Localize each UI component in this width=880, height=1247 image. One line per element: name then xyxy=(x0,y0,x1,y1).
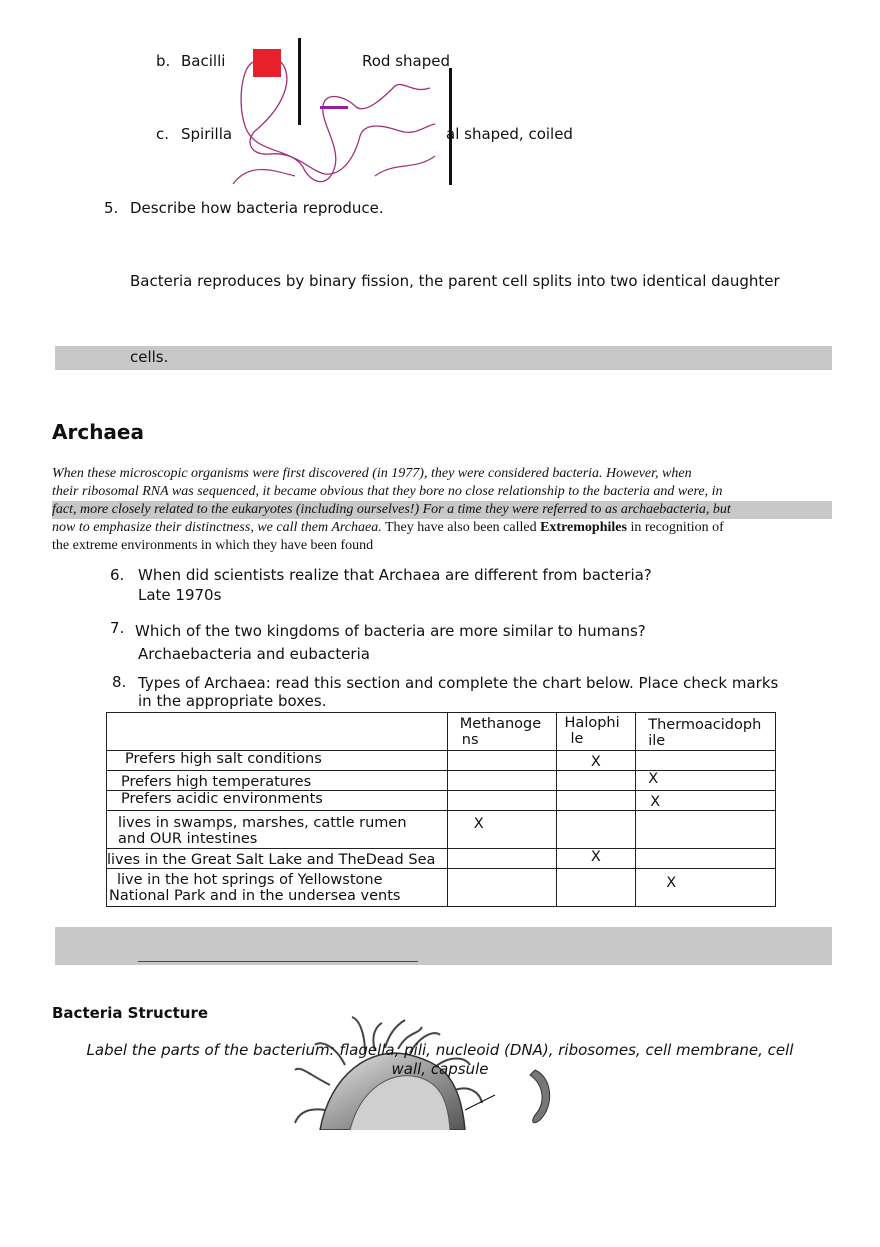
item-c-description: al shaped, coiled xyxy=(446,125,573,143)
chart-cell xyxy=(556,869,636,907)
chart-cell xyxy=(556,811,636,849)
chart-row-label: lives in the Great Salt Lake and TheDead Sea xyxy=(107,849,448,869)
chart-cell: X xyxy=(556,751,636,771)
q5-answer-line1: Bacteria reproduces by binary fission, the parent cell splits into two identical daughter xyxy=(130,272,780,290)
chart-header-thermoacidophile: Thermoacidoph ile xyxy=(636,713,776,751)
chart-cell xyxy=(556,791,636,811)
highlight-bar xyxy=(55,346,832,370)
q6-answer: Late 1970s xyxy=(138,586,222,604)
chart-corner-cell xyxy=(107,713,448,751)
chart-cell xyxy=(447,791,556,811)
q5-number: 5. xyxy=(104,199,119,217)
chart-cell: X xyxy=(636,771,776,791)
structure-instruction xyxy=(52,1041,828,1079)
q7-number: 7. xyxy=(110,619,125,637)
q5-question: Describe how bacteria reproduce. xyxy=(130,199,384,217)
chart-row-label: live in the hot springs of Yellowstone National Park and in the undersea vents xyxy=(107,869,448,907)
chart-cell: X xyxy=(556,849,636,869)
para-line-3: fact, more closely related to the eukaryotes (including ourselves!) For a time they were referred to as archaebacteria, but xyxy=(52,502,731,517)
archaea-heading: Archaea xyxy=(52,420,144,444)
chart-row-label: lives in swamps, marshes, cattle rumen and OUR intestines xyxy=(107,811,448,849)
chart-header-halophile: Halophi le xyxy=(556,713,636,751)
q7-question: Which of the two kingdoms of bacteria are more similar to humans? xyxy=(135,622,646,640)
chart-cell: X xyxy=(447,811,556,849)
item-c-label: Spirilla xyxy=(181,125,233,143)
chart-header-methanogens: Methanoge ns xyxy=(447,713,556,751)
archaea-paragraph xyxy=(52,465,842,555)
chart-cell: X xyxy=(636,869,776,907)
chart-row xyxy=(107,811,776,849)
chart-cell xyxy=(447,849,556,869)
chart-cell xyxy=(447,751,556,771)
instruction-line-1: Label the parts of the bacterium: flagella, pili, nucleoid (DNA), ribosomes, cell membrane, cell xyxy=(86,1041,794,1059)
red-square-icon xyxy=(253,49,281,77)
chart-cell xyxy=(636,751,776,771)
para-line-5: the extreme environments in which they have been found xyxy=(52,538,374,553)
para-line-2: their ribosomal RNA was sequenced, it became obvious that they bore no close relationship to the bacteria and were, in xyxy=(52,484,723,499)
instruction-line-2: wall, capsule xyxy=(391,1060,489,1078)
purple-bar xyxy=(320,106,348,109)
q8-question-line1: Types of Archaea: read this section and complete the chart below. Place check marks xyxy=(138,674,779,692)
q8-question-line2: in the appropriate boxes. xyxy=(138,692,327,710)
chart-cell xyxy=(636,849,776,869)
q6-number: 6. xyxy=(110,566,125,584)
chart-cell xyxy=(447,869,556,907)
item-b-label: Bacilli xyxy=(181,52,226,70)
chart-row xyxy=(107,751,776,771)
structure-heading: Bacteria Structure xyxy=(52,1004,209,1022)
q8-number: 8. xyxy=(112,673,127,691)
item-c-marker: c. xyxy=(156,125,170,143)
chart-row-label: Prefers high temperatures xyxy=(107,771,448,791)
chart-row xyxy=(107,791,776,811)
archaea-chart xyxy=(106,712,776,907)
chart-row-label: Prefers high salt conditions xyxy=(107,751,448,771)
chart-cell: X xyxy=(636,791,776,811)
gray-band xyxy=(55,927,832,965)
q6-question: When did scientists realize that Archaea are different from bacteria? xyxy=(138,566,652,584)
q5-answer-line2: cells. xyxy=(130,348,169,366)
chart-header-row xyxy=(107,713,776,751)
chart-row xyxy=(107,771,776,791)
q7-answer: Archaebacteria and eubacteria xyxy=(138,645,370,663)
link-underline[interactable] xyxy=(138,961,418,962)
chart-cell xyxy=(447,771,556,791)
para-line-4: now to emphasize their distinctness, we call them Archaea. They have also been called Extremophiles in recognition of xyxy=(52,520,724,535)
chart-cell xyxy=(636,811,776,849)
chart-cell xyxy=(556,771,636,791)
chart-row xyxy=(107,869,776,907)
chart-row-label: Prefers acidic environments xyxy=(107,791,448,811)
chart-row xyxy=(107,849,776,869)
item-b-marker: b. xyxy=(156,52,171,70)
para-line-1: When these microscopic organisms were first discovered (in 1977), they were considered bacteria. However, when xyxy=(52,466,692,481)
item-b-description: Rod shaped xyxy=(362,52,451,70)
divider-bar-left xyxy=(298,38,301,125)
